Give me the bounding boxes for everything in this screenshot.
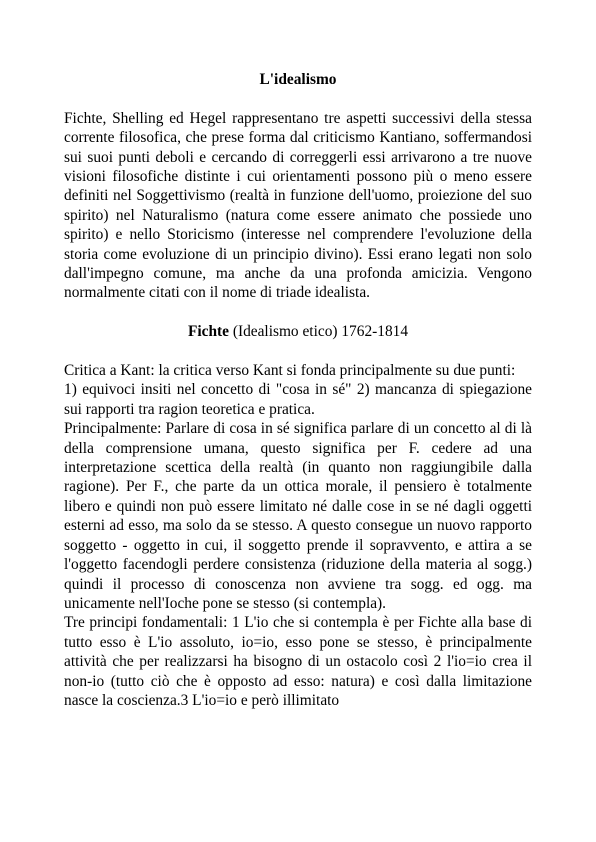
section-heading-name: Fichte: [187, 323, 229, 341]
intro-paragraph: Fichte, Shelling ed Hegel rappresentano tre aspetti successivi della stessa corrente filosofica, che prese forma dal criticismo Kantiano, soffermandosi sui suoi punti deboli e cercando di correggerli essi arrivarono a tre nuove visioni filosofiche distinte i cui orientamenti possono più o meno essere definiti nel Soggettivismo (realtà in funzione dell'uomo, proiezione del suo spirito) nel Naturalismo (natura come essere animato che possiede uno spirito) e nello Storicismo (interesse nel comprendere l'evoluzione della storia come evoluzione di un principio divino). Essi erano legati non solo dall'impegno comune, ma anche da una profonda amicizia. Vengono normalmente citati con il nome di triade idealista.: [64, 109, 532, 302]
body-paragraph-principles: Tre principi fondamentali: 1 L'io che si contempla è per Fichte alla base di tutto esso è L'io assoluto, io=io, esso pone se stesso, è principalmente attività che per realizzarsi ha bisogno di un ostacolo così 2 l'io=io crea il non-io (tutto ciò che è opposto ad esso: natura) e così dalla limitazione nasce la coscienza.3 L'io=io e però illimitato: [64, 614, 532, 709]
document-body: [64, 70, 532, 710]
body-paragraph-principal: Principalmente: Parlare di cosa in sé significa parlare di un concetto al di là della comprensione umana, questo significa per F. cedere ad una interpretazione scettica della realtà (in quanto non raggiungibile dalla ragione). Per F., che parte da un ottica morale, il pensiero è totalmente libero e quindi non può essere limitato né dalle cose in se né dagli oggetti esterni ad esso, ma solo da se stesso. A questo consegue un nuovo rapporto soggetto - oggetto in cui, il soggetto prende il sopravvento, e attira a se l'oggetto facendogli perdere consistenza (riduzione della materia al sogg.) quindi il processo di conoscenza non avviene tra sogg. ed ogg. ma unicamente nell'Ioche pone se stesso (si contempla).: [64, 420, 532, 612]
section-heading-subtitle: (Idealismo etico) 1762-1814: [228, 323, 409, 341]
page-title: L'idealismo: [259, 71, 337, 88]
body-paragraph-points: 1) equivoci insiti nel concetto di "cosa in sé" 2) mancanza di spiegazione sui rapporti tra ragion teoretica e pratica.: [64, 381, 532, 418]
spacer: [64, 303, 532, 322]
spacer: [64, 342, 532, 361]
body-paragraph-critique: Critica a Kant: la critica verso Kant si fonda principalmente su due punti:: [64, 362, 516, 380]
section-heading: [64, 322, 532, 341]
